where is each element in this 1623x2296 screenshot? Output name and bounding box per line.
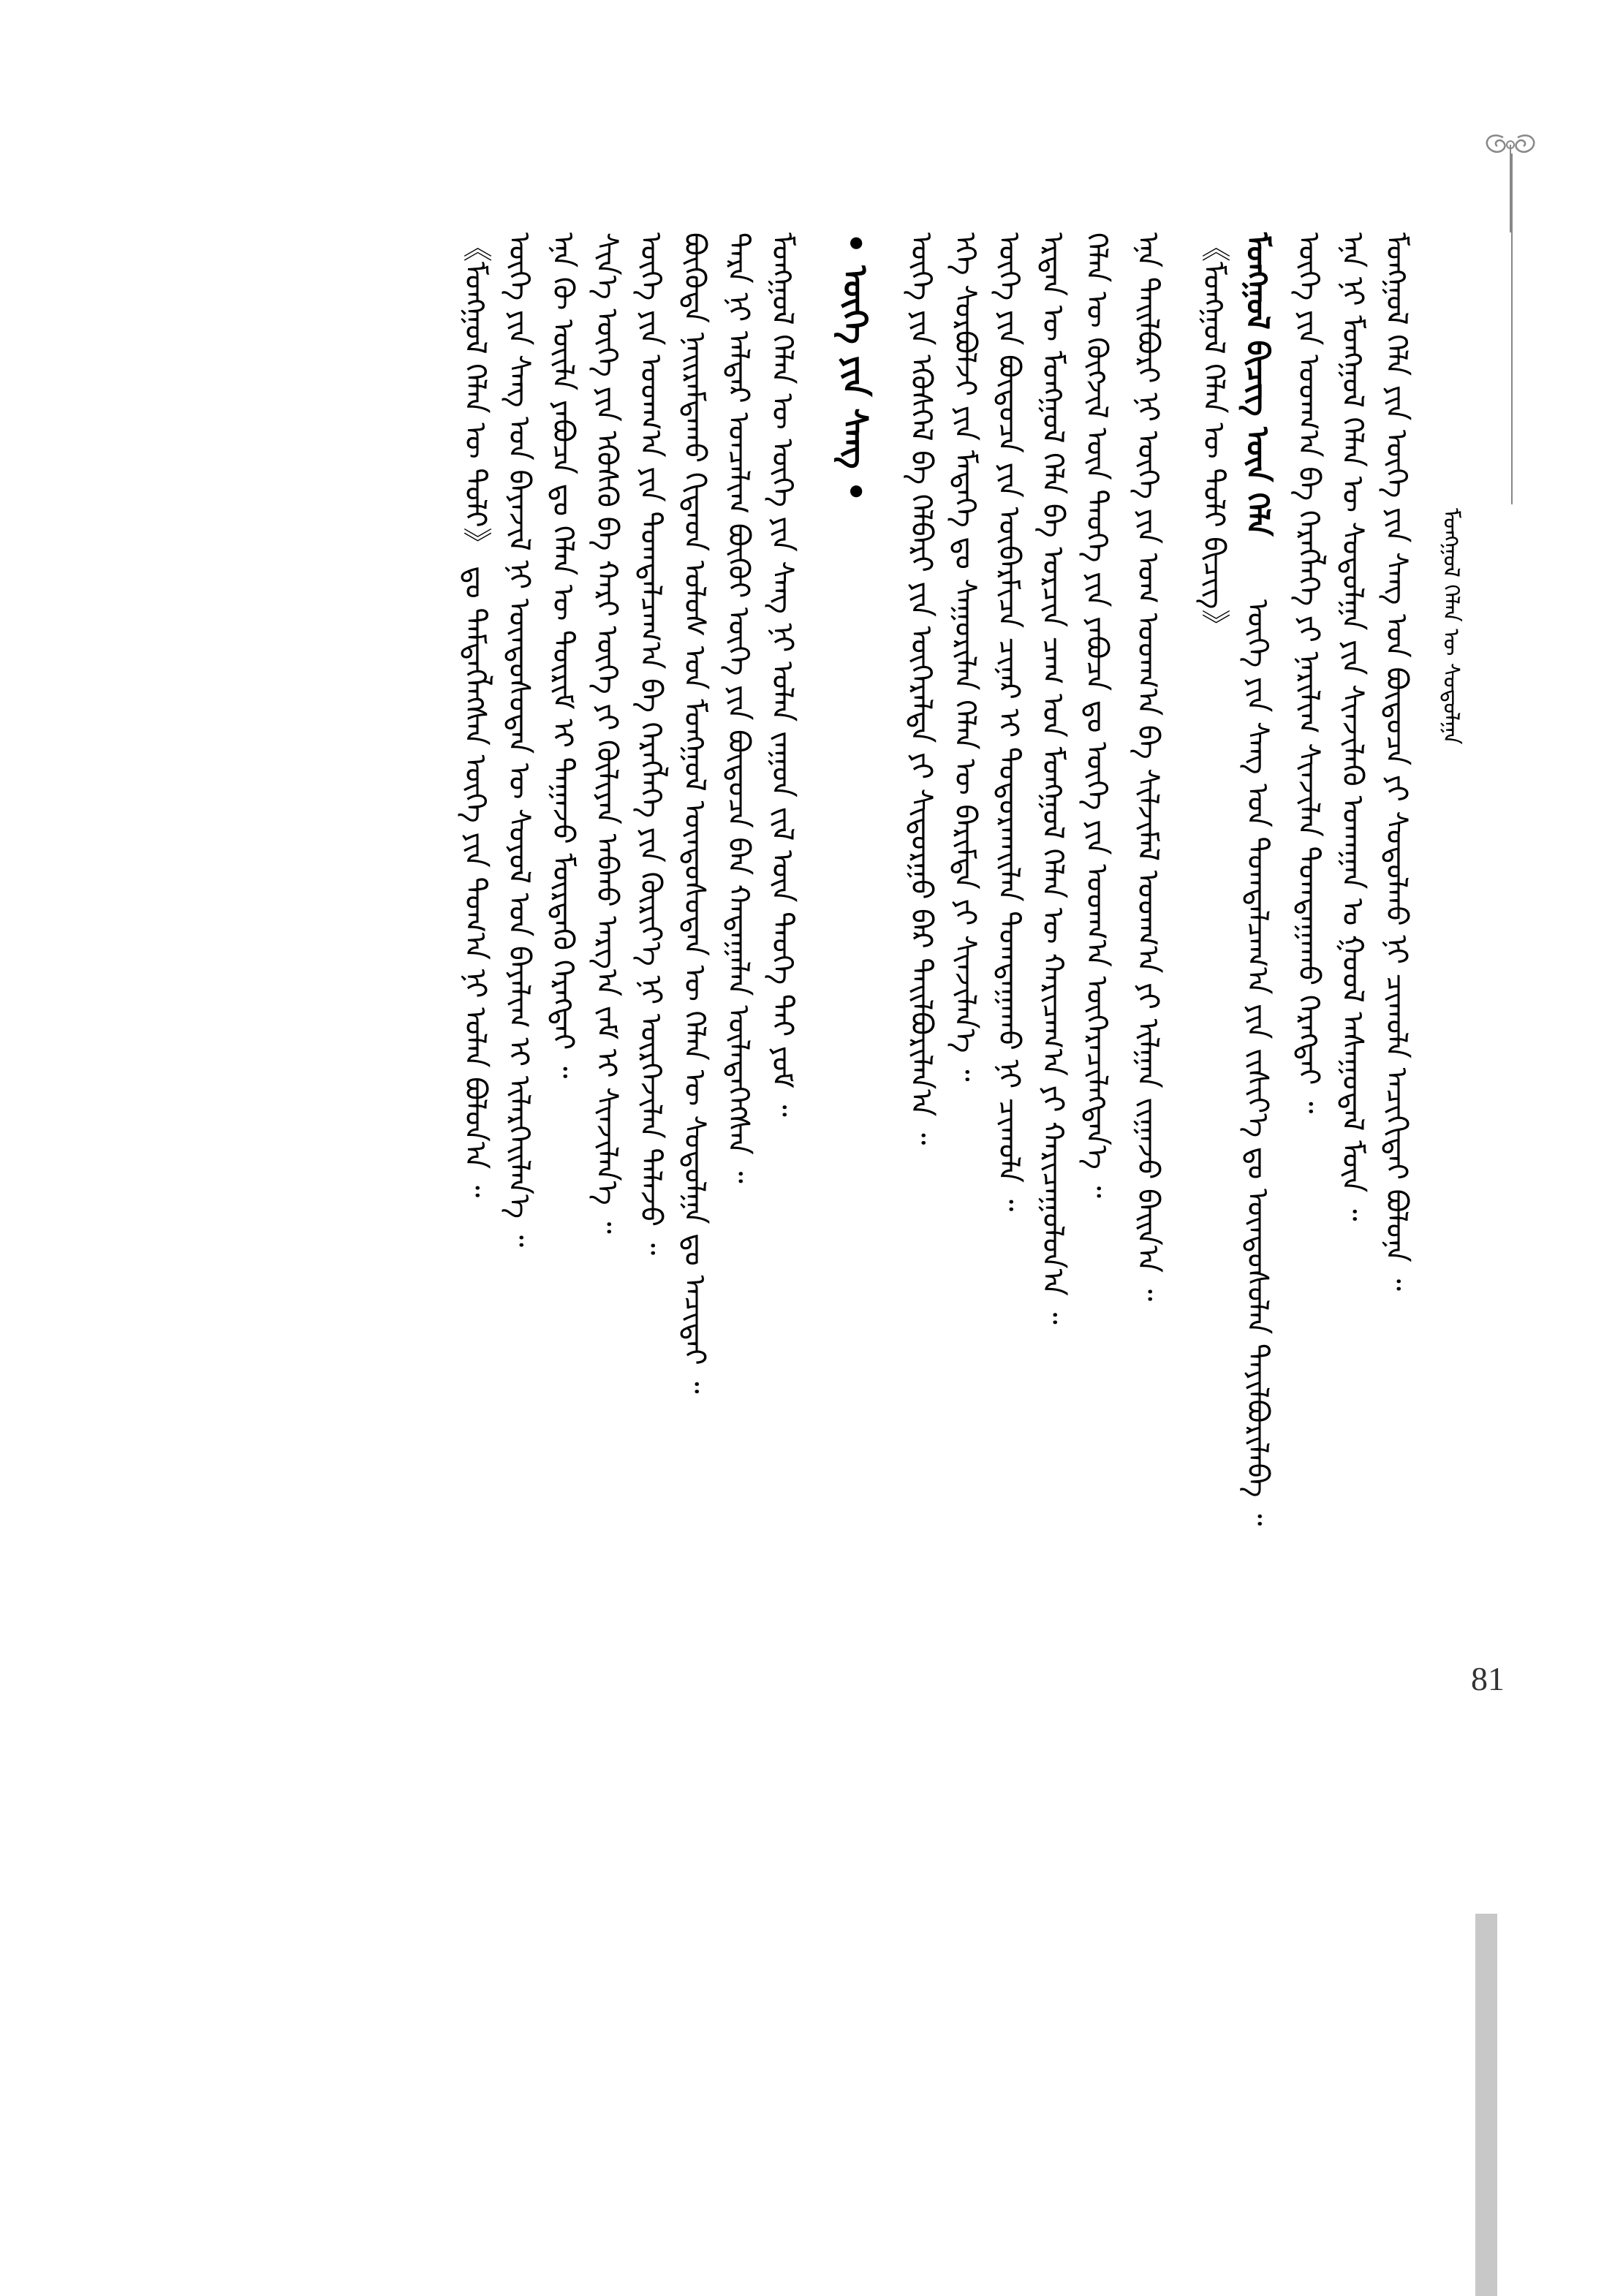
paragraph-2-line-3: ᠡᠷᠲᠡᠨ ᠦ ᠮᠣᠩᠭᠣᠯ ᠬᠡᠯᠡ ᠪᠠ ᠣᠷᠴᠢᠨ ᠴᠠᠭ ᠤᠨ ᠮᠣᠩᠭᠣᠯ ᠬᠡᠯᠡᠨ ᠦ ᠬᠠᠷᠢᠴᠠᠭ᠎ᠠ ᠶᠢ ᠬᠠᠷᠢᠴᠠᠭᠤᠯᠤᠨ᠎ᠠ ᠃ [1036, 232, 1070, 1325]
paragraph-3-line-4: ᠦᠭᠡ ᠶᠢᠨ ᠤᠳᠬ᠎ᠠ ᠶᠢᠨ ᠲᠣᠭᠲᠠᠯᠴᠠᠭ᠎ᠠ ᠪᠠ ᠬᠡᠷᠡᠭᠯᠡᠭᠡ ᠶᠢᠨ ᠬᠦᠷᠢᠶ᠎ᠡ ᠨᠢ ᠦᠷᠭᠡᠵᠢᠯᠡᠨ ᠲᠡᠯᠡᠵᠦ ᠃ [634, 232, 667, 1256]
paragraph-3-line-7: ᠦᠭᠡ ᠶᠢᠨ ᠰᠠᠩ ᠤᠨ ᠪᠠᠶᠠᠵᠢᠯ ᠨᠢ ᠦᠨᠳᠦᠰᠦᠲᠡᠨ ᠦ ᠰᠣᠶᠣᠯ ᠤᠨ ᠪᠠᠶᠠᠯᠢᠭ ᠢ ᠢᠯᠡᠷᠬᠡᠢᠯᠡᠨ᠎ᠡ ᠃ [502, 232, 536, 1248]
paragraph-1-line-3: ᠦᠭᠡ ᠶᠢᠨ ᠤᠳᠬ᠎ᠠ ᠪᠠ ᠬᠡᠷᠡᠭᠯᠡᠭᠡ ᠶᠢ ᠨᠠᠷᠢᠯᠢᠭ ᠰᠢᠨᠵᠢᠯᠡᠨ ᠲᠣᠭᠲᠠᠭᠠᠬᠤ ᠬᠡᠷᠡᠭᠲᠡᠢ ᠃ [1292, 232, 1325, 1114]
paragraph-2-line-5: ᠡᠬᠡ ᠰᠤᠷᠪᠤᠯᠵᠢ ᠶᠢᠨ ᠮᠡᠳᠡᠭᠡ ᠳᠤ ᠰᠠᠭᠤᠷᠢᠯᠠᠨ ᠬᠡᠯᠡᠨ ᠦ ᠪᠠᠷᠢᠮᠲᠠ ᠶᠢ ᠰᠢᠨᠵᠢᠯᠡᠨ᠎ᠡ ᠃ [948, 232, 982, 1082]
paragraph-2-line-4: ᠦᠭᠡ ᠶᠢᠨ ᠪᠦᠲᠦᠴᠡ ᠶᠢᠨ ᠥᠪᠡᠷᠮᠢᠴᠡ ᠴᠢᠨᠠᠷ ᠢ ᠲᠣᠳᠣᠷᠬᠠᠢᠯᠠᠨ ᠲᠣᠭᠲᠠᠭᠠᠬᠤ ᠨᠢ ᠴᠢᠬᠤᠯᠠ ᠃ [992, 232, 1026, 1212]
page-edge-tab [1475, 1914, 1497, 2296]
paragraph-3-line-1: ᠮᠣᠩᠭᠣᠯ ᠬᠡᠯᠡᠨ ᠦ ᠦᠭᠡ ᠶᠢᠨ ᠰᠠᠩ ᠨᠢ ᠣᠯᠠᠨ ᠵᠠᠭᠤᠨ ᠵᠢᠯ ᠦᠨ ᠲᠡᠦᠬᠡ ᠲᠡᠢ ᠶᠤᠮ ᠃ [765, 232, 799, 1117]
paragraph-1-line-2: ᠡᠨᠡ ᠨᠢ ᠮᠣᠩᠭᠣᠯ ᠬᠡᠯᠡᠨ ᠦ ᠰᠤᠳᠤᠯᠭᠠ ᠶᠢᠨ ᠰᠢᠨᠵᠢᠯᠡᠬᠦ ᠤᠬᠠᠭᠠᠨ ᠤ ᠭᠣᠣᠯ ᠠᠰᠠᠭᠤᠳᠠᠯ ᠮᠥᠨ ᠃ [1336, 232, 1369, 1221]
running-head: ᠮᠣᠩᠭᠣᠯ ᠬᠡᠯᠡᠨ ᠦ ᠰᠤᠳᠤᠯᠭᠠ [1438, 508, 1464, 745]
paragraph-3-line-8: 《ᠮᠣᠩᠭᠣᠯ ᠬᠡᠯᠡᠨ ᠦ ᠲᠣᠯᠢ》 ᠳᠤ ᠲᠡᠮᠳᠡᠭᠯᠡᠭᠰᠡᠨ ᠦᠭᠡ ᠶᠢᠨ ᠲᠣᠭ᠎ᠠ ᠨᠢ ᠣᠯᠠᠨ ᠪᠣᠯᠤᠨ᠎ᠠ ᠃ [458, 232, 492, 1198]
header-rule [1511, 154, 1513, 504]
paragraph-1-line-1: ᠮᠣᠩᠭᠣᠯ ᠬᠡᠯᠡ ᠶᠢᠨ ᠦᠭᠡ ᠶᠢᠨ ᠰᠠᠩ ᠤᠨ ᠪᠦᠲᠦᠴᠡ ᠶᠢ ᠰᠤᠳᠤᠯᠬᠤ ᠨᠢ ᠴᠢᠬᠤᠯᠠ ᠠᠴᠢᠬᠢᠲᠠᠢ ᠪᠣᠯᠤᠨᠠ ᠃ [1380, 232, 1413, 1291]
paragraph-3-line-3: ᠪᠦᠭᠦᠳᠡ ᠨᠠᠢᠷᠠᠮᠳᠠᠬᠤ ᠬᠢᠲᠠᠳ ᠤᠯᠤᠰ ᠤᠨ ᠮᠣᠩᠭᠣᠯ ᠦᠨᠳᠦᠰᠦᠲᠡᠨ ᠦ ᠬᠡᠯᠡᠨ ᠦ ᠰᠤᠳᠤᠯᠭᠠ ᠳᠤ ᠠᠴᠢᠲᠠᠢ ᠃ [678, 232, 711, 1394]
paragraph-2-line-6: ᠦᠭᠡ ᠶᠢᠨ ᠡᠭᠦᠰᠬᠡᠯ ᠪᠠ ᠬᠡᠯᠪᠡᠷᠢ ᠶᠢᠨ ᠥᠭᠡᠷᠡᠯᠲᠡ ᠶᠢ ᠰᠢᠳᠤᠷᠭᠤ ᠪᠠᠷ ᠲᠠᠢᠯᠪᠤᠷᠢᠯᠠᠨ᠎ᠠ ᠃ [904, 232, 938, 1145]
paragraph-3-line-5: ᠰᠢᠨ᠎ᠡ ᠦᠭᠡ ᠶᠢᠨ ᠡᠭᠦᠰᠬᠦ ᠪᠠ ᠬᠠᠷᠢ ᠦᠭᠡ ᠶᠢ ᠬᠦᠯᠢᠶᠡᠨ ᠠᠪᠬᠤ ᠠᠷᠭ᠎ᠠ ᠵᠠᠮ ᠢ ᠰᠢᠨᠵᠢᠯᠡᠨ᠎ᠡ ᠃ [590, 232, 624, 1234]
paragraph-3-line-6: ᠡᠨᠡ ᠬᠦ ᠦᠢᠯᠡ ᠶᠠᠪᠤᠴᠠ ᠳᠤ ᠬᠡᠯᠡᠨ ᠦ ᠳᠦᠷᠢᠮ ᠢ ᠳᠠᠭᠠᠵᠤ ᠮᠥᠷᠳᠡᠬᠦ ᠬᠡᠷᠡᠭᠲᠡᠢ ᠃ [546, 232, 580, 1079]
paragraph-2-line-2: ᠬᠡᠯᠡᠨ ᠦ ᠬᠥᠭᠵᠢᠯ ᠦᠨ ᠲᠡᠦᠬᠡ ᠶᠢᠨ ᠶᠠᠪᠤᠴᠠ ᠳᠤ ᠦᠭᠡ ᠶᠢᠨ ᠤᠳᠬ᠎ᠠ ᠥᠭᠡᠷᠡᠴᠢᠯᠡᠭᠳᠡᠨ᠎ᠡ ᠃ [1080, 232, 1113, 1198]
paragraph-3-line-2: ᠲᠡᠷᠡ ᠨᠢ ᠠᠯᠳᠠᠷ ᠣᠨᠴᠠᠯᠢᠭ ᠪᠦᠬᠦᠢ ᠦᠭᠡ ᠶᠢᠨ ᠪᠦᠲᠦᠴᠡ ᠪᠠᠨ ᠬᠠᠳᠠᠭᠠᠯᠠᠨ ᠦᠯᠡᠳᠡᠭᠡᠭᠰᠡᠨ ᠃ [722, 232, 755, 1183]
reference-citation: 《ᠮᠣᠩᠭᠣᠯ ᠬᠡᠯᠡᠨ ᠦ ᠲᠣᠯᠢ ᠪᠢᠴᠢᠭ》 [1197, 232, 1230, 639]
section-heading: • ᠦᠭᠡ ᠶᠢᠨ ᠰᠠᠩ • [836, 232, 875, 502]
paragraph-2-line-1: ᠡᠨᠡ ᠲᠠᠢᠯᠪᠤᠷᠢ ᠨᠢ ᠦᠭᠡ ᠶᠢᠨ ᠤᠭ ᠤᠳᠬ᠎ᠠ ᠪᠠ ᠰᠢᠯᠵᠢᠮᠡᠯ ᠤᠳᠬ᠎ᠠ ᠶᠢ ᠢᠯᠭᠠᠨ ᠵᠢᠭᠠᠵᠤ ᠪᠠᠢᠨ᠎ᠠ ᠃ [1131, 232, 1165, 1302]
ornament-icon [1474, 123, 1547, 232]
reference-line: ᠦᠭᠡ ᠶᠢᠨ ᠰᠠᠩ ᠤᠨ ᠲᠣᠭᠲᠠᠯᠴᠠᠭ᠎ᠠ ᠶᠢᠨ ᠵᠢᠱᠢᠶ᠎ᠡ ᠳᠤ ᠦᠨᠳᠦᠰᠦᠯᠡᠨ ᠲᠠᠶᠢᠯᠪᠤᠷᠢᠯᠠᠪᠠ ᠃ [1241, 599, 1274, 1526]
reference-title: ᠮᠣᠩᠭᠣᠯ ᠪᠢᠴᠢᠭ ᠦᠨ ᠬᠡᠯᠡ [1240, 232, 1276, 537]
page-number: 81 [1471, 1660, 1505, 1697]
